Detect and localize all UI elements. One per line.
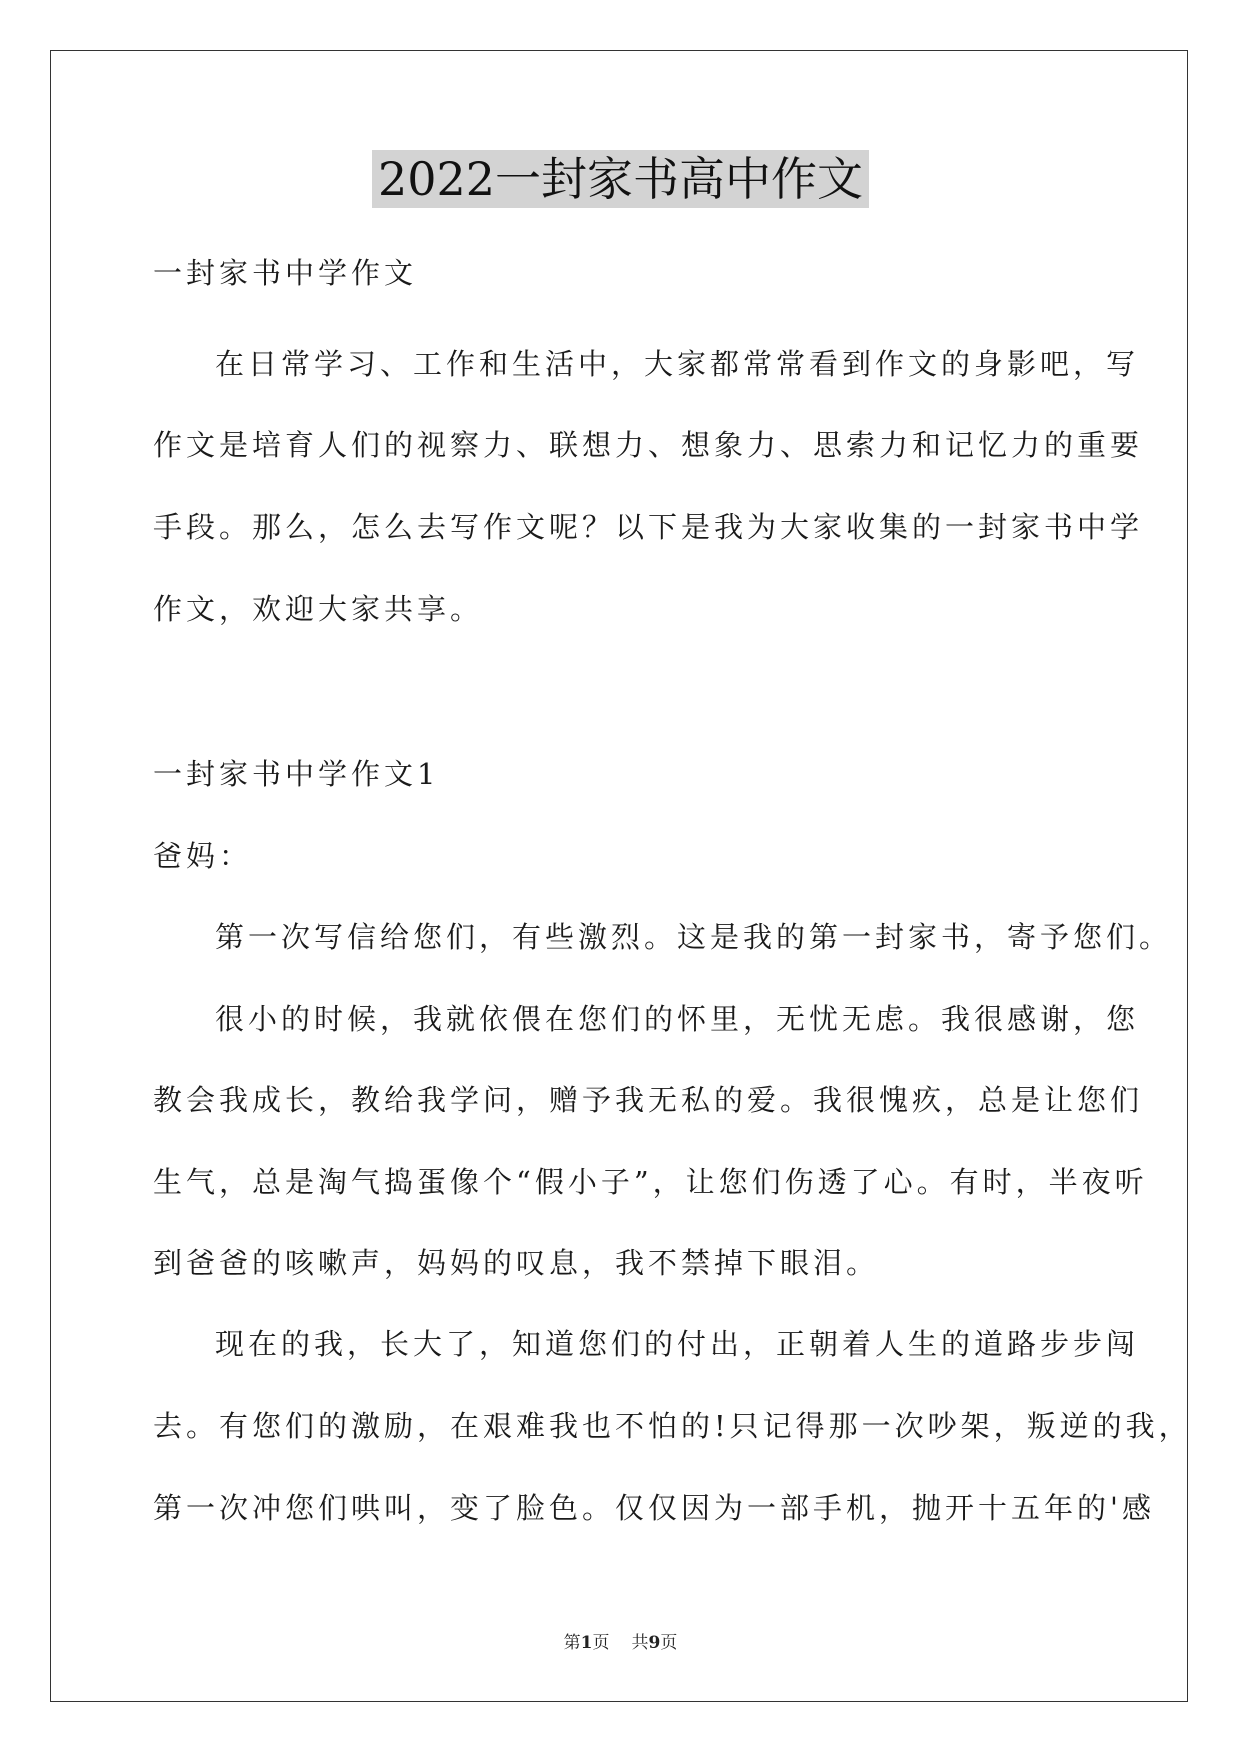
page-total: 9 <box>648 1633 661 1653</box>
page-border <box>50 50 1192 1702</box>
page-prefix: 第 <box>563 1633 581 1653</box>
paragraph-line: 作文，欢迎大家共享。 <box>153 592 484 626</box>
paragraph-line: 手段。那么，怎么去写作文呢？以下是我为大家收集的一封家书中学 <box>153 510 1144 544</box>
section-heading: 一封家书中学作文 <box>153 256 418 290</box>
page-suffix: 页 <box>592 1633 610 1653</box>
paragraph-line: 作文是培育人们的视察力、联想力、想象力、思索力和记忆力的重要 <box>153 428 1144 462</box>
paragraph-line: 第一次写信给您们，有些激烈。这是我的第一封家书，寄予您们。 <box>215 920 1173 954</box>
document-title: 2022一封家书高中作文 <box>372 150 869 208</box>
paragraph-line: 在日常学习、工作和生活中，大家都常常看到作文的身影吧，写 <box>215 347 1140 381</box>
paragraph-line: 去。有您们的激励，在艰难我也不怕的!只记得那一次吵架，叛逆的我， <box>153 1409 1192 1443</box>
page-footer <box>0 1628 1241 1653</box>
paragraph-line: 生气，总是淘气捣蛋像个“假小子”，让您们伤透了心。有时，半夜听 <box>153 1165 1148 1199</box>
salutation: 爸妈： <box>153 839 253 873</box>
paragraph-line: 到爸爸的咳嗽声，妈妈的叹息，我不禁掉下眼泪。 <box>153 1246 880 1280</box>
paragraph-line: 很小的时候，我就依偎在您们的怀里，无忧无虑。我很感谢，您 <box>215 1002 1140 1036</box>
title-container <box>0 150 1241 208</box>
paragraph-line: 第一次冲您们哄叫，变了脸色。仅仅因为一部手机，抛开十五年的'感 <box>153 1491 1155 1525</box>
total-prefix: 共 <box>631 1633 649 1653</box>
paragraph-line: 教会我成长，教给我学问，赠予我无私的爱。我很愧疚，总是让您们 <box>153 1083 1144 1117</box>
page-current: 1 <box>580 1633 593 1653</box>
essay-heading: 一封家书中学作文1 <box>153 757 440 791</box>
paragraph-line: 现在的我，长大了，知道您们的付出，正朝着人生的道路步步闯 <box>215 1327 1140 1361</box>
total-suffix: 页 <box>660 1633 678 1653</box>
